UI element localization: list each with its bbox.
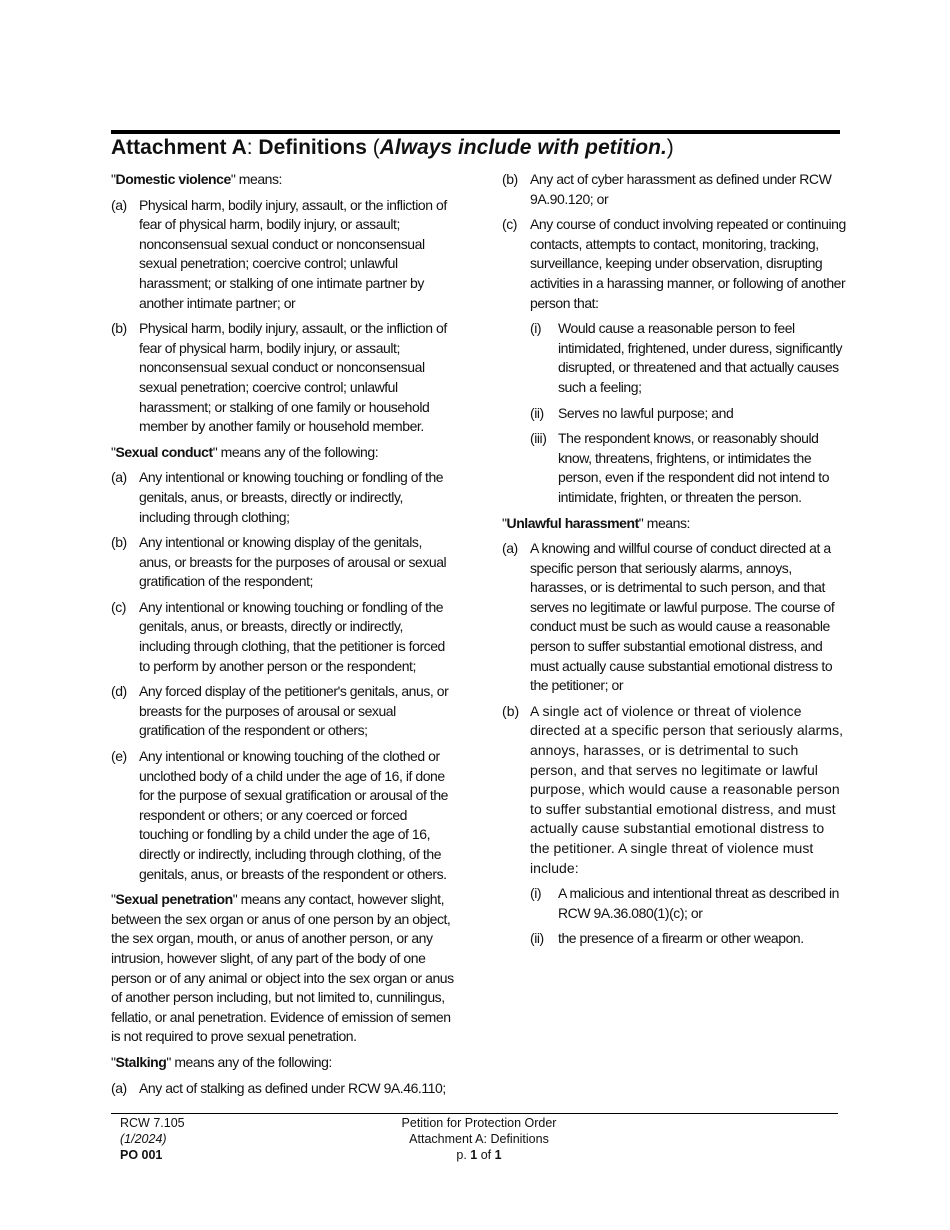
list-item: (a) Physical harm, bodily injury, assault, or the infliction of fear of physical harm, bodily injury, or assault; nonconsensual sexual conduct or nonconsensual sexual penetration; coercive control; unlawful harassment; or stalking of one intimate partner by another intimate partner; or (111, 196, 447, 311)
attachment-title: Attachment A: Definitions (409, 1132, 549, 1146)
list-item: (b) Any intentional or knowing display of the genitals, anus, or breasts for the purposes of arousal or sexual gratification of the respondent; (111, 534, 447, 590)
list-item: (a) Any act of stalking as defined under RCW 9A.46.110; (111, 1079, 446, 1096)
list-item: (a) A knowing and willful course of conduct directed at a specific person that seriously alarms, annoys, harasses, or is detrimental to such person, and that serves no legitimate or lawful purpose. The course of conduct must be such as would cause a reasonable person to suffer substantial emotional distress, and must actually cause substantial emotional distress to the petitioner; or (502, 540, 835, 694)
list-item: (d) Any forced display of the petitioner's genitals, anus, or breasts for the purposes of arousal or sexual gratification of the respondent or others; (111, 683, 449, 739)
sub-list-item: (i) Would cause a reasonable person to feel intimidated, frightened, under duress, significantly disrupted, or threatened and that actually causes such a feeling; (530, 320, 842, 395)
definition-sexual-conduct: "Sexual conduct" means any of the following: (111, 443, 379, 460)
instruction-note: Always include with petition. (379, 136, 667, 159)
left-column (111, 170, 456, 1104)
sub-list-item: (ii) Serves no lawful purpose; and (530, 404, 734, 421)
definition-sexual-penetration: "Sexual penetration" means any contact, however slight, between the sex organ or anus of one person by an object, the sex organ, mouth, or anus of another person, or any intrusion, however slight, of any part of the body of one person or of any animal or object into the sex organ or anus of another person including, but not limited to, cunnilingus, fellatio, or anal penetration. Evidence of emission of semen is not required to prove sexual penetration. (111, 891, 454, 1045)
definition-unlawful-harassment: "Unlawful harassment" means: (502, 514, 690, 531)
form-title: Petition for Protection Order (401, 1116, 557, 1130)
definition-domestic-violence: "Domestic violence" means: (111, 171, 282, 187)
list-item: (b) A single act of violence or threat of violence directed at a specific person that seriously alarms, annoys, harasses, or is detrimental to such person, and that serves no legitimate or lawful purpose, which would cause a reasonable person to suffer substantial emotional distress, and must actually cause substantial emotional distress to the petitioner. A single threat of violence must include: (502, 702, 844, 876)
footer-form-info (120, 1115, 185, 1163)
page-title: Attachment A: Definitions (Always include with petition.) (111, 136, 674, 159)
form-number: PO 001 (120, 1148, 163, 1162)
definition-stalking: "Stalking" means any of the following: (111, 1053, 332, 1070)
list-item: (c) Any course of conduct involving repeated or continuing contacts, attempts to contact, monitoring, tracking, surveillance, keeping under observation, disrupting activities in a harassing manner, or following of another person that: (502, 216, 846, 311)
sub-list-item: (ii) the presence of a firearm or other weapon. (530, 930, 804, 947)
list-item: (b) Any act of cyber harassment as defined under RCW 9A.90.120; or (502, 171, 832, 207)
sub-list-item: (iii) The respondent knows, or reasonably should know, threatens, frightens, or intimidates the person, even if the respondent did not intend to intimidate, frighten, or threaten the person. (530, 430, 830, 505)
right-column (502, 170, 847, 955)
revision-date: (1/2024) (120, 1132, 167, 1146)
footer-title (379, 1115, 579, 1163)
list-item: (b) Physical harm, bodily injury, assault, or the infliction of fear of physical harm, bodily injury, or assault; nonconsensual sexual conduct or nonconsensual sexual penetration; coercive control; unlawful harassment; or stalking of one family or household member by another family or household member. (111, 320, 447, 435)
footer-rule (111, 1113, 838, 1114)
sub-list-item: (i) A malicious and intentional threat as described in RCW 9A.36.080(1)(c); or (530, 885, 840, 921)
list-item: (e) Any intentional or knowing touching of the clothed or unclothed body of a child under the age of 16, if done for the purpose of sexual gratification or arousal of the respondent or others; or any coerced or forced touching or fondling by a child under the age of 16, directly or indirectly, including through clothing, of the genitals, anus, or breasts of the respondent or others. (111, 748, 448, 882)
list-item: (a) Any intentional or knowing touching or fondling of the genitals, anus, or breasts, directly or indirectly, including through clothing; (111, 469, 444, 525)
page-number: p. 1 of 1 (456, 1148, 502, 1162)
statute-reference: RCW 7.105 (120, 1116, 185, 1130)
list-item: (c) Any intentional or knowing touching or fondling of the genitals, anus, or breasts, directly or indirectly, including through clothing, that the petitioner is forced to perform by another person or the respondent; (111, 598, 445, 674)
